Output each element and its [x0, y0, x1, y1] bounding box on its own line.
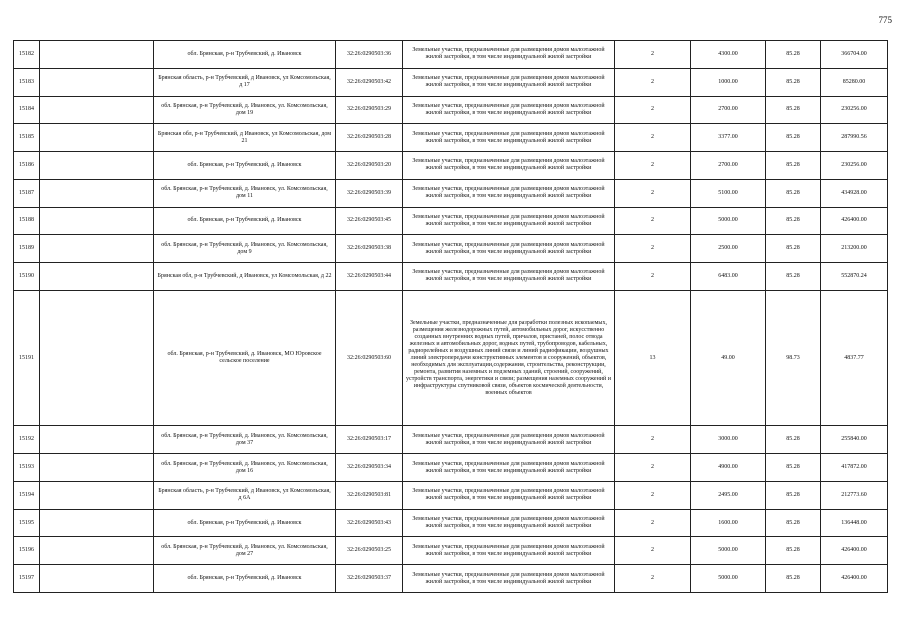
area-cell: 1000.00: [691, 68, 766, 96]
row-number-cell: 15193: [14, 454, 40, 482]
use-group-cell: 2: [615, 124, 691, 152]
blank-cell: [40, 68, 154, 96]
cadastral-number-cell: 32:26:0290503:42: [336, 68, 403, 96]
cadastral-value-cell: 552870.24: [821, 263, 888, 291]
address-cell: Брянская область, р-н Трубчевский, д Ивановск, ул Комсомольская, д 6А: [154, 481, 336, 509]
address-cell: обл. Брянская, р-н Трубчевский, д. Ивановск: [154, 41, 336, 69]
row-number-cell: 15194: [14, 481, 40, 509]
specific-value-cell: 85.28: [766, 68, 821, 96]
row-number-cell: 15182: [14, 41, 40, 69]
cadastral-number-cell: 32:26:0290503:60: [336, 290, 403, 426]
address-cell: обл. Брянская, р-н Трубчевский, д. Ивановск, МО Юровское сельское поселение: [154, 290, 336, 426]
cadastral-value-cell: 212773.60: [821, 481, 888, 509]
address-cell: обл. Брянская, р-н Трубчевский, д. Ивановск: [154, 509, 336, 537]
table-row: [14, 68, 888, 96]
permitted-use-cell: Земельные участки, предназначенные для размещения домов малоэтажной жилой застройки, в том числе индивидуальной жилой застройки: [403, 537, 615, 565]
area-cell: 2700.00: [691, 96, 766, 124]
permitted-use-cell: Земельные участки, предназначенные для размещения домов малоэтажной жилой застройки, в том числе индивидуальной жилой застройки: [403, 179, 615, 207]
specific-value-cell: 85.28: [766, 263, 821, 291]
blank-cell: [40, 124, 154, 152]
address-cell: Брянская область, р-н Трубчевский, д Ивановск, ул Комсомольская, д 17: [154, 68, 336, 96]
cadastral-number-cell: 32:26:0290503:44: [336, 263, 403, 291]
table-row: [14, 96, 888, 124]
area-cell: 4300.00: [691, 41, 766, 69]
use-group-cell: 2: [615, 537, 691, 565]
area-cell: 5100.00: [691, 179, 766, 207]
table-row: [14, 41, 888, 69]
permitted-use-cell: Земельные участки, предназначенные для размещения домов малоэтажной жилой застройки, в том числе индивидуальной жилой застройки: [403, 152, 615, 180]
row-number-cell: 15189: [14, 235, 40, 263]
row-number-cell: 15190: [14, 263, 40, 291]
blank-cell: [40, 207, 154, 235]
cadastral-number-cell: 32:26:0290503:25: [336, 537, 403, 565]
use-group-cell: 13: [615, 290, 691, 426]
cadastral-value-cell: 426400.00: [821, 565, 888, 593]
table-row: [14, 207, 888, 235]
area-cell: 5000.00: [691, 207, 766, 235]
specific-value-cell: 85.28: [766, 454, 821, 482]
use-group-cell: 2: [615, 509, 691, 537]
area-cell: 49.00: [691, 290, 766, 426]
blank-cell: [40, 290, 154, 426]
permitted-use-cell: Земельные участки, предназначенные для размещения домов малоэтажной жилой застройки, в том числе индивидуальной жилой застройки: [403, 207, 615, 235]
address-cell: обл. Брянская, р-н Трубчевский, д. Ивановск: [154, 152, 336, 180]
cadastral-value-cell: 85280.00: [821, 68, 888, 96]
specific-value-cell: 98.73: [766, 290, 821, 426]
specific-value-cell: 85.28: [766, 179, 821, 207]
cadastral-number-cell: 32:26:0290503:45: [336, 207, 403, 235]
cadastral-number-cell: 32:26:0290503:34: [336, 454, 403, 482]
permitted-use-cell: Земельные участки, предназначенные для размещения домов малоэтажной жилой застройки, в том числе индивидуальной жилой застройки: [403, 124, 615, 152]
area-cell: 5000.00: [691, 537, 766, 565]
table-row: [14, 537, 888, 565]
cadastral-number-cell: 32:26:0290503:37: [336, 565, 403, 593]
cadastral-value-cell: 426400.00: [821, 537, 888, 565]
table-row: [14, 124, 888, 152]
specific-value-cell: 85.28: [766, 152, 821, 180]
permitted-use-cell: Земельные участки, предназначенные для размещения домов малоэтажной жилой застройки, в том числе индивидуальной жилой застройки: [403, 235, 615, 263]
blank-cell: [40, 263, 154, 291]
specific-value-cell: 85.28: [766, 509, 821, 537]
area-cell: 2495.00: [691, 481, 766, 509]
permitted-use-cell: Земельные участки, предназначенные для размещения домов малоэтажной жилой застройки, в том числе индивидуальной жилой застройки: [403, 509, 615, 537]
address-cell: обл. Брянская, р-н Трубчевский, д. Ивановск: [154, 207, 336, 235]
address-cell: обл. Брянская, р-н Трубчевский, д. Ивановск, ул. Комсомольская, дом 37: [154, 426, 336, 454]
address-cell: обл. Брянская, р-н Трубчевский, д. Ивановск, ул. Комсомольская, дом 9: [154, 235, 336, 263]
use-group-cell: 2: [615, 235, 691, 263]
use-group-cell: 2: [615, 68, 691, 96]
permitted-use-cell: Земельные участки, предназначенные для размещения домов малоэтажной жилой застройки, в том числе индивидуальной жилой застройки: [403, 426, 615, 454]
cadastral-value-cell: 213200.00: [821, 235, 888, 263]
area-cell: 2700.00: [691, 152, 766, 180]
permitted-use-cell: Земельные участки, предназначенные для разработки полезных ископаемых, размещения железнодорожных путей, автомобильных дорог, искусственно созданных внутренних водных путей, причалов, пристаней, полос отвода железных и автомобильных дорог, водных путей, трубопроводов, кабельных, радиорелейных и воздушных линий связи и линий радиофикации, воздушных линий электропередачи конструктивных элементов и сооружений, объектов, необходимых для эксплуатации,содержания, строительства, реконструкции, ремонта, развития наземных и подземных зданий, строений, сооружений, устройств транспорта, энергетики и связи; размещения наземных сооружений и инфраструктуры спутниковой связи, объектов космической деятельности, военных объектов: [403, 290, 615, 426]
row-number-cell: 15183: [14, 68, 40, 96]
cadastral-value-cell: 366704.00: [821, 41, 888, 69]
cadastral-value-cell: 255840.00: [821, 426, 888, 454]
blank-cell: [40, 454, 154, 482]
table-row: [14, 179, 888, 207]
cadastral-number-cell: 32:26:0290503:29: [336, 96, 403, 124]
use-group-cell: 2: [615, 207, 691, 235]
specific-value-cell: 85.28: [766, 426, 821, 454]
blank-cell: [40, 537, 154, 565]
address-cell: обл. Брянская, р-н Трубчевский, д. Ивановск, ул. Комсомольская, дом 27: [154, 537, 336, 565]
row-number-cell: 15185: [14, 124, 40, 152]
row-number-cell: 15197: [14, 565, 40, 593]
use-group-cell: 2: [615, 426, 691, 454]
table-row: [14, 454, 888, 482]
address-cell: Брянская обл, р-н Трубчевский, д Ивановск, ул Комсомольская, дом 21: [154, 124, 336, 152]
cadastral-value-cell: 136448.00: [821, 509, 888, 537]
address-cell: Брянская обл, р-н Трубчевский, д Ивановск, ул Комсомольская, д 22: [154, 263, 336, 291]
specific-value-cell: 85.28: [766, 537, 821, 565]
permitted-use-cell: Земельные участки, предназначенные для размещения домов малоэтажной жилой застройки, в том числе индивидуальной жилой застройки: [403, 263, 615, 291]
cadastral-number-cell: 32:26:0290503:39: [336, 179, 403, 207]
table-row: [14, 481, 888, 509]
cadastral-number-cell: 32:26:0290503:43: [336, 509, 403, 537]
table-row: [14, 235, 888, 263]
specific-value-cell: 85.28: [766, 124, 821, 152]
cadastral-number-cell: 32:26:0290503:81: [336, 481, 403, 509]
area-cell: 4900.00: [691, 454, 766, 482]
blank-cell: [40, 426, 154, 454]
cadastral-value-cell: 230256.00: [821, 152, 888, 180]
permitted-use-cell: Земельные участки, предназначенные для размещения домов малоэтажной жилой застройки, в том числе индивидуальной жилой застройки: [403, 454, 615, 482]
permitted-use-cell: Земельные участки, предназначенные для размещения домов малоэтажной жилой застройки, в том числе индивидуальной жилой застройки: [403, 41, 615, 69]
cadastral-value-cell: 4837.77: [821, 290, 888, 426]
table-row: [14, 509, 888, 537]
specific-value-cell: 85.28: [766, 235, 821, 263]
permitted-use-cell: Земельные участки, предназначенные для размещения домов малоэтажной жилой застройки, в том числе индивидуальной жилой застройки: [403, 481, 615, 509]
area-cell: 2500.00: [691, 235, 766, 263]
blank-cell: [40, 96, 154, 124]
specific-value-cell: 85.28: [766, 207, 821, 235]
table-row: [14, 565, 888, 593]
cadastral-value-table: [13, 40, 888, 593]
specific-value-cell: 85.28: [766, 41, 821, 69]
cadastral-value-cell: 417872.00: [821, 454, 888, 482]
blank-cell: [40, 152, 154, 180]
area-cell: 5000.00: [691, 565, 766, 593]
specific-value-cell: 85.28: [766, 96, 821, 124]
row-number-cell: 15191: [14, 290, 40, 426]
permitted-use-cell: Земельные участки, предназначенные для размещения домов малоэтажной жилой застройки, в том числе индивидуальной жилой застройки: [403, 565, 615, 593]
address-cell: обл. Брянская, р-н Трубчевский, д. Ивановск, ул. Комсомольская, дом 11: [154, 179, 336, 207]
blank-cell: [40, 565, 154, 593]
blank-cell: [40, 41, 154, 69]
cadastral-number-cell: 32:26:0290503:17: [336, 426, 403, 454]
use-group-cell: 2: [615, 179, 691, 207]
area-cell: 6483.00: [691, 263, 766, 291]
table-row: [14, 152, 888, 180]
use-group-cell: 2: [615, 481, 691, 509]
page-number: 775: [878, 15, 892, 25]
use-group-cell: 2: [615, 263, 691, 291]
row-number-cell: 15188: [14, 207, 40, 235]
cadastral-number-cell: 32:26:0290503:36: [336, 41, 403, 69]
blank-cell: [40, 235, 154, 263]
permitted-use-cell: Земельные участки, предназначенные для размещения домов малоэтажной жилой застройки, в том числе индивидуальной жилой застройки: [403, 96, 615, 124]
table-row: [14, 263, 888, 291]
area-cell: 3000.00: [691, 426, 766, 454]
permitted-use-cell: Земельные участки, предназначенные для размещения домов малоэтажной жилой застройки, в том числе индивидуальной жилой застройки: [403, 68, 615, 96]
row-number-cell: 15184: [14, 96, 40, 124]
row-number-cell: 15192: [14, 426, 40, 454]
row-number-cell: 15187: [14, 179, 40, 207]
specific-value-cell: 85.28: [766, 481, 821, 509]
table-row: [14, 426, 888, 454]
cadastral-value-cell: 287990.56: [821, 124, 888, 152]
use-group-cell: 2: [615, 565, 691, 593]
table-row: [14, 290, 888, 426]
cadastral-value-cell: 230256.00: [821, 96, 888, 124]
use-group-cell: 2: [615, 152, 691, 180]
area-cell: 3377.00: [691, 124, 766, 152]
blank-cell: [40, 179, 154, 207]
use-group-cell: 2: [615, 454, 691, 482]
cadastral-value-cell: 434928.00: [821, 179, 888, 207]
cadastral-number-cell: 32:26:0290503:38: [336, 235, 403, 263]
use-group-cell: 2: [615, 41, 691, 69]
blank-cell: [40, 481, 154, 509]
use-group-cell: 2: [615, 96, 691, 124]
specific-value-cell: 85.28: [766, 565, 821, 593]
row-number-cell: 15195: [14, 509, 40, 537]
area-cell: 1600.00: [691, 509, 766, 537]
cadastral-number-cell: 32:26:0290503:20: [336, 152, 403, 180]
row-number-cell: 15196: [14, 537, 40, 565]
address-cell: обл. Брянская, р-н Трубчевский, д. Ивановск, ул. Комсомольская, дом 16: [154, 454, 336, 482]
address-cell: обл. Брянская, р-н Трубчевский, д. Ивановск: [154, 565, 336, 593]
blank-cell: [40, 509, 154, 537]
address-cell: обл. Брянская, р-н Трубчевский, д. Ивановск, ул. Комсомольская, дом 19: [154, 96, 336, 124]
cadastral-value-cell: 426400.00: [821, 207, 888, 235]
cadastral-number-cell: 32:26:0290503:28: [336, 124, 403, 152]
row-number-cell: 15186: [14, 152, 40, 180]
